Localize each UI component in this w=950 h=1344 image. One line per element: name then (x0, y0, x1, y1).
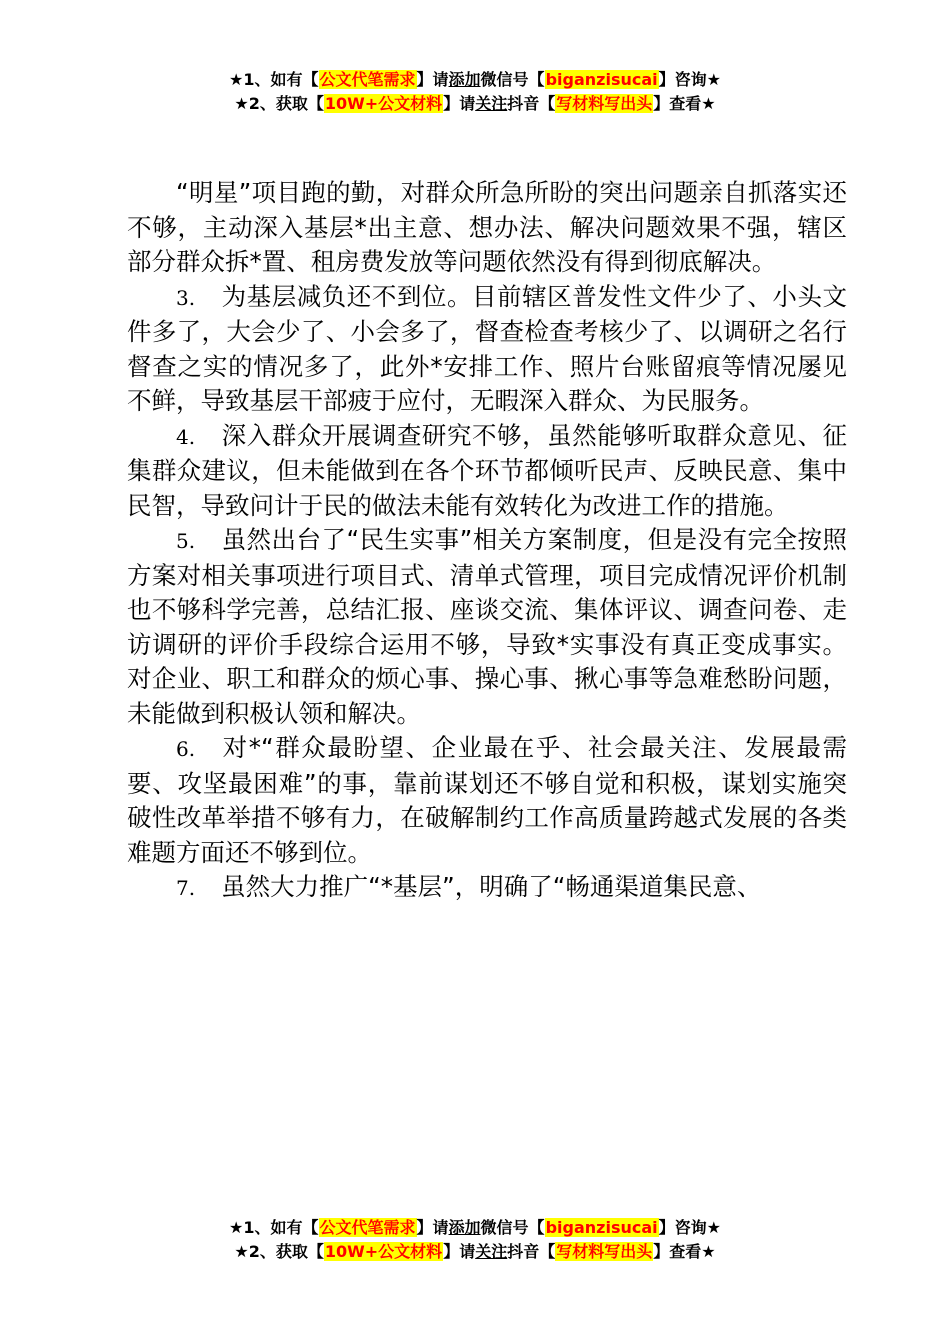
paragraph-text: “明星”项目跑的勤，对群众所急所盼的突出问题亲自抓落实还不够，主动深入基层*出主意、想办法、解决问题效果不强，辖区部分群众拆*置、租房费发放等问题依然没有得到彻底解决。 (127, 178, 847, 276)
banner-text: 】咨询★ (658, 70, 721, 89)
banner-highlight: 10W+公文材料 (324, 1242, 443, 1261)
footer-banner (0, 1216, 950, 1264)
banner-text: ★1、如有【 (229, 70, 319, 89)
paragraph (127, 731, 847, 870)
banner-highlight: biganzisucai (545, 1218, 658, 1237)
paragraph (127, 523, 847, 731)
banner-underlined: 添加 (448, 70, 481, 89)
banner-text: ★2、获取【 (234, 1242, 324, 1261)
paragraph (127, 870, 847, 906)
paragraph-text: 深入群众开展调查研究不够，虽然能够听取群众意见、征集群众建议，但未能做到在各个环节都倾听民声、反映民意、集中民智，导致问计于民的做法未能有效转化为改进工作的措施。 (127, 420, 847, 520)
banner-underlined: 关注 (475, 94, 508, 113)
paragraph-number: 4. (176, 424, 196, 449)
banner-text: ★1、如有【 (229, 1218, 319, 1237)
banner-text: 】请 (416, 1218, 449, 1237)
banner-text: ★2、获取【 (234, 94, 324, 113)
banner-highlight: 10W+公文材料 (324, 94, 443, 113)
banner-highlight: 写材料写出头 (556, 94, 653, 113)
paragraph (127, 176, 847, 280)
banner-line-2 (0, 1240, 950, 1264)
banner-underlined: 添加 (448, 1218, 481, 1237)
paragraph-text: 对*“群众最盼望、企业最在乎、社会最关注、发展最需要、攻坚最困难”的事，靠前谋划还不够自觉和积极，谋划实施突破性改革举措不够有力，在破解制约工作高质量跨越式发展的各类难题方面还不够到位。 (127, 733, 847, 867)
paragraph-text: 为基层减负还不到位。目前辖区普发性文件少了、小头文件多了，大会少了、小会多了，督查检查考核少了、以调研之名行督查之实的情况多了，此外*安排工作、照片台账留痕等情况屡见不鲜，导致基层干部疲于应付，无暇深入群众、为民服务。 (127, 281, 847, 415)
banner-highlight: 公文代笔需求 (319, 70, 416, 89)
banner-line-1 (0, 1216, 950, 1240)
banner-line-1 (0, 68, 950, 92)
banner-highlight: 写材料写出头 (556, 1242, 653, 1261)
paragraph-number: 6. (176, 737, 196, 761)
banner-text: 】咨询★ (658, 1218, 721, 1237)
document-body (127, 176, 847, 906)
banner-line-2 (0, 92, 950, 116)
banner-text: 】请 (443, 1242, 476, 1261)
paragraph-text: 虽然出台了“民生实事”相关方案制度，但是没有完全按照方案对相关事项进行项目式、清单式管理，项目完成情况评价机制也不够科学完善，总结汇报、座谈交流、集体评议、调查问卷、走访调研的评价手段综合运用不够，导致*实事没有真正变成事实。对企业、职工和群众的烦心事、操心事、揪心事等急难愁盼问题，未能做到积极认领和解决。 (127, 525, 847, 728)
paragraph (127, 280, 847, 419)
banner-text: 微信号【 (480, 1218, 545, 1237)
banner-text: 】请 (443, 94, 476, 113)
banner-text: 】查看★ (653, 94, 716, 113)
banner-text: 抖音【 (507, 1242, 556, 1261)
paragraph-number: 3. (176, 285, 196, 310)
banner-text: 抖音【 (507, 94, 556, 113)
paragraph-text: 虽然大力推广“*基层”，明确了“畅通渠道集民意、 (221, 872, 762, 901)
banner-underlined: 关注 (475, 1242, 508, 1261)
banner-text: 】请 (416, 70, 449, 89)
paragraph-number: 7. (176, 876, 196, 900)
paragraph-number: 5. (176, 529, 196, 553)
banner-text: 微信号【 (480, 70, 545, 89)
paragraph (127, 419, 847, 524)
banner-highlight: 公文代笔需求 (319, 1218, 416, 1237)
banner-text: 】查看★ (653, 1242, 716, 1261)
banner-highlight: biganzisucai (545, 70, 658, 89)
header-banner (0, 68, 950, 116)
